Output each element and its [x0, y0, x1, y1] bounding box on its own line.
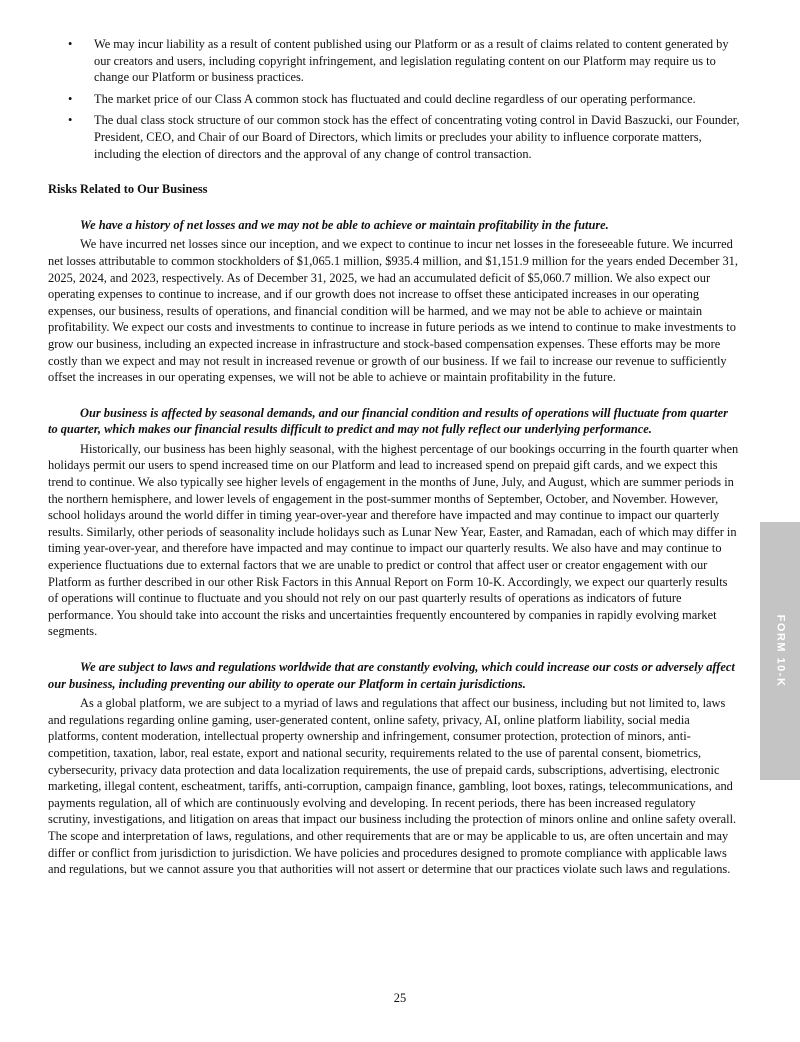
bullet-marker: • [68, 113, 73, 128]
risk-factor-title: Our business is affected by seasonal demands, and our financial condition and results of operations will fluctuate from quarter to quarter, which makes our financial results difficult to predict and may not fully reflect our underlying performance. [48, 405, 728, 437]
summary-bullet-text: The market price of our Class A common stock has fluctuated and could decline regardless of our operating performance. [94, 91, 696, 106]
summary-bullet-item [48, 112, 740, 162]
risk-factor-body: As a global platform, we are subject to a myriad of laws and regulations that affect our business, including but not limited to, laws and regulations regarding online gaming, user-generated content, online safety, privacy, AI, online platform liability, social media platforms, content moderation, intellectual property ownership and infringement, consumer protection, protection of minors, anti-competition, taxation, labor, real estate, export and national security, requirements related to the use of parental consent, biometrics, cybersecurity, privacy data protection and data localization requirements, the use of prepaid cards, subscriptions, advertising, electronic marketing, illegal content, escheatment, tariffs, anti-corruption, campaign finance, gambling, loot boxes, ratings, telecommunications, and payments regulation, all of which are continuously evolving and developing. In recent periods, there has been increased regulatory scrutiny, investigations, and litigation on areas that impact our business including the protection of minors online and online safety overall. The scope and interpretation of laws, regulations, and other requirements that are or may be applicable to us, are often uncertain and may differ or conflict from jurisdiction to jurisdiction. We have policies and procedures designed to promote compliance with applicable laws and regulations, but we cannot assure you that authorities will not assert or determine that our practices violate such laws and regulations. [48, 696, 737, 877]
summary-bullet-item [48, 91, 740, 108]
page-content [48, 36, 740, 878]
form-10k-side-tab [760, 522, 800, 780]
side-tab-label: FORM 10-K [774, 614, 787, 688]
risk-factor-body: Historically, our business has been highly seasonal, with the highest percentage of our bookings occurring in the fourth quarter when holidays permit our users to spend increased time on our Platform and lead to increased spend on prepaid gift cards, and we expect this trend to continue. We also typically see higher levels of engagement in the months of June, July, and August, which are summer periods in the northern hemisphere, and lower levels of engagement in the post-summer months of September, October, and November. However, school holidays around the world differ in timing year-over-year and therefore have impacted and may continue to impact our quarterly results. Similarly, other periods of seasonality include holidays such as Lunar New Year, Easter, and Ramadan, each of which may differ in timing year-over-year, and therefore have impacted and may continue to impact our quarterly results. We also have and may continue to experience fluctuations due to external factors that we are unable to predict or control that affect user or creator engagement with our Platform as further described in our other Risk Factors in this Annual Report on Form 10-K. Accordingly, we expect our quarterly results of operations will continue to fluctuate and you should not rely on our past quarterly results of operations as indicators of future performance. You should take into account the risks and uncertainties frequently encountered by companies in rapidly evolving market segments. [48, 441, 739, 639]
summary-bullet-item [48, 36, 740, 86]
bullet-marker: • [68, 91, 73, 106]
summary-bullet-text: The dual class stock structure of our common stock has the effect of concentrating voting control in David Baszucki, our Founder, President, CEO, and Chair of our Board of Directors, which limits or precludes your ability to influence corporate matters, including the election of directors and the approval of any change of control transaction. [94, 113, 740, 161]
summary-bullet-text: We may incur liability as a result of content published using our Platform or as a result of claims related to content generated by our creators and users, including copyright infringement, and legislation regulating content on our Platform may require us to change our Platform or business practices. [94, 37, 729, 85]
section-heading: Risks Related to Our Business [48, 182, 208, 197]
page-number: 25 [393, 991, 407, 1005]
risk-factor-title: We are subject to laws and regulations worldwide that are constantly evolving, which could increase our costs or adversely affect our business, including preventing our ability to operate our Platform in certain jurisdictions. [48, 660, 735, 691]
risk-factor-body: We have incurred net losses since our inception, and we expect to continue to incur net losses in the foreseeable future. We incurred net losses attributable to common stockholders of $1,065.1 million, $935.4 million, and $1,151.9 million for the years ended December 31, 2025, 2024, and 2023, respectively. As of December 31, 2025, we had an accumulated deficit of $5,060.7 million. We also expect our operating expenses to continue to increase, and if our growth does not increase to offset these anticipated increases in our operating expenses, our business, results of operations, and financial condition will be harmed, and we may not be able to achieve or maintain profitability. We expect our costs and investments to continue to increase in future periods as we intend to continue to make investments to grow our business, including an expected increase in infrastructure and stock-based compensation expenses. These efforts may be more costly than we expect and may not result in increased revenue or growth of our business. If we fail to increase our revenue to sufficiently offset the increases in our operating expenses, we will not be able to achieve or maintain profitability in the future. [48, 237, 738, 385]
risk-factor-title: We have a history of net losses and we may not be able to achieve or maintain profitability in the future. [80, 217, 609, 232]
bullet-marker: • [68, 37, 73, 51]
summary-bullet-list [48, 36, 740, 162]
